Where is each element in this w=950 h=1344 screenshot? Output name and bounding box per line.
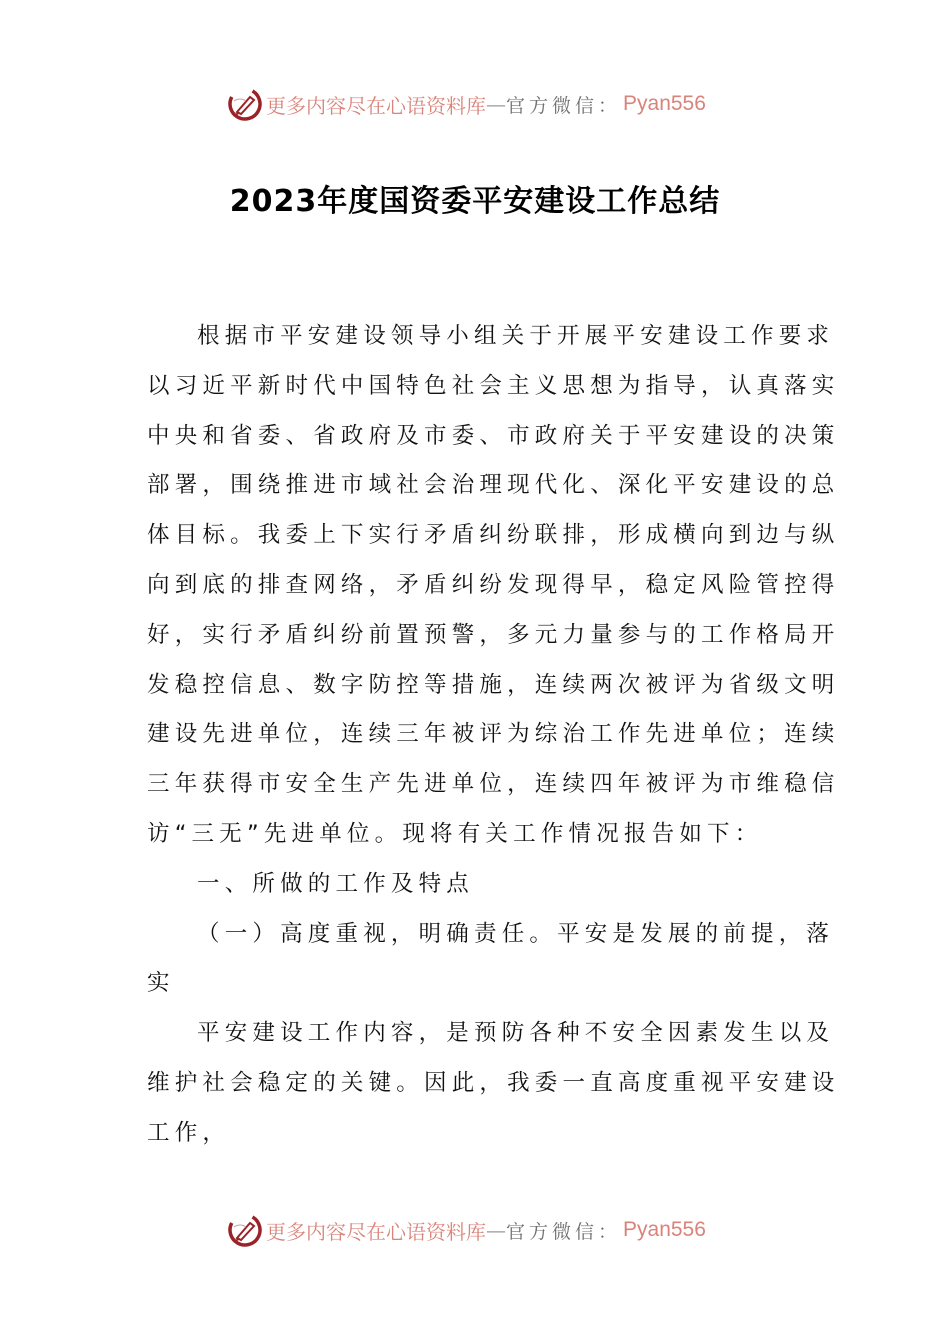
quill-pen-logo-icon: [228, 1213, 262, 1247]
paragraph-line: 三年获得市安全生产先进单位，连续四年被评为市维稳信: [147, 771, 840, 798]
paragraph-line: 访“三无”先进单位。现将有关工作情况报告如下：: [147, 820, 763, 847]
watermark-promo-text: 更多内容尽在心语资料库: [266, 1219, 486, 1244]
paragraph-line: 维护社会稳定的关键。因此，我委一直高度重视平安建设: [147, 1069, 840, 1096]
paragraph-line: 建设先进单位，连续三年被评为综治工作先进单位；连续: [147, 721, 840, 748]
section-heading: 一、所做的工作及特点: [197, 870, 475, 897]
paragraph-line: 平安建设工作内容，是预防各种不安全因素发生以及: [197, 1020, 835, 1047]
watermark-wechat-label: 官方微信：: [506, 1220, 622, 1243]
watermark-dash: —: [486, 1218, 506, 1242]
paragraph-line: 部署，围绕推进市域社会治理现代化、深化平安建设的总: [147, 472, 840, 499]
watermark-wechat-id: Pyan556: [623, 1218, 706, 1241]
footer-watermark: [228, 1210, 706, 1250]
watermark-dash: —: [486, 92, 506, 116]
document-body: [147, 312, 840, 1159]
document-title: 2023年度国资委平安建设工作总结: [229, 184, 721, 219]
paragraph-line: 向到底的排查网络，矛盾纠纷发现得早，稳定风险管控得: [147, 571, 840, 598]
paragraph-line: 根据市平安建设领导小组关于开展平安建设工作要求: [197, 323, 835, 349]
paragraph-line: 以习近平新时代中国特色社会主义思想为指导，认真落实: [147, 372, 840, 399]
watermark-wechat-id: Pyan556: [623, 92, 706, 115]
watermark-wechat-label: 官方微信：: [506, 94, 622, 117]
paragraph-line: 工作，: [147, 1119, 231, 1146]
paragraph-line: 发稳控信息、数字防控等措施，连续两次被评为省级文明: [147, 671, 840, 698]
subsection-heading: （一）高度重视，明确责任。平安是发展的前提，落: [197, 920, 835, 947]
watermark-promo-text: 更多内容尽在心语资料库: [266, 93, 486, 118]
header-watermark: [228, 84, 706, 124]
paragraph-line: 体目标。我委上下实行矛盾纠纷联排，形成横向到边与纵: [147, 522, 840, 549]
paragraph-line: 好，实行矛盾纠纷前置预警，多元力量参与的工作格局开: [147, 621, 840, 648]
paragraph-line: 中央和省委、省政府及市委、市政府关于平安建设的决策: [147, 422, 840, 449]
quill-pen-logo-icon: [228, 87, 262, 121]
paragraph-line: 实: [147, 970, 175, 997]
